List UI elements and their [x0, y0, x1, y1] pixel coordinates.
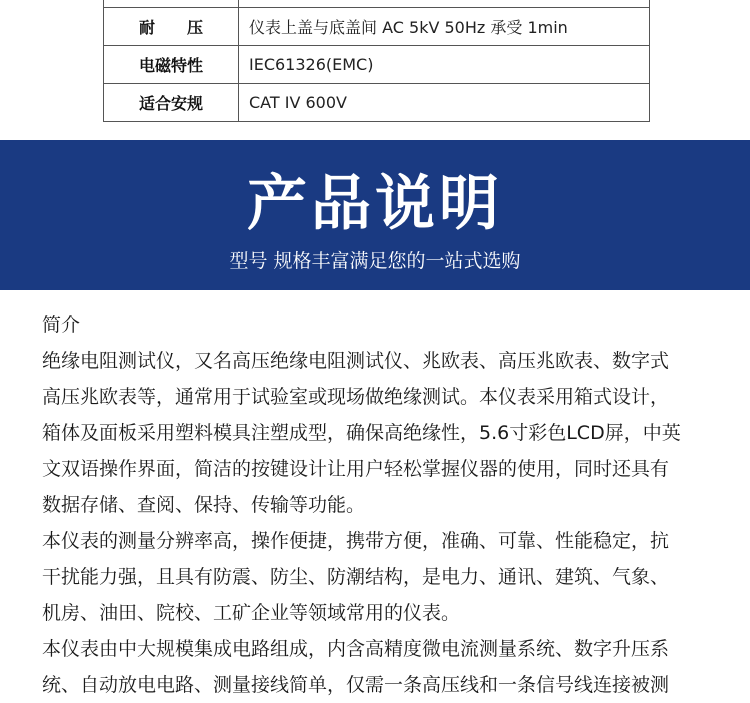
intro-line: 绝缘电阻测试仪，又名高压绝缘电阻测试仪、兆欧表、高压兆欧表、数字式 [42, 350, 670, 372]
intro-line: 干扰能力强，且具有防震、防尘、防潮结构，是电力、通讯、建筑、气象、 [42, 566, 670, 588]
spec-key: 耐 压 [104, 8, 239, 46]
banner-title: 产品说明 [247, 169, 503, 239]
spec-value [239, 0, 650, 8]
intro-line: 高压兆欧表等，通常用于试验室或现场做绝缘测试。本仪表采用箱式设计， [42, 386, 670, 408]
intro-section [42, 307, 732, 703]
intro-line: 本仪表的测量分辨率高，操作便捷，携带方便，准确、可靠、性能稳定，抗 [42, 530, 670, 552]
intro-line: 机房、油田、院校、工矿企业等领域常用的仪表。 [42, 602, 461, 624]
intro-heading: 简介 [42, 314, 81, 336]
spec-table [103, 0, 650, 122]
spec-key [104, 0, 239, 8]
spec-value: CAT IV 600V [239, 84, 650, 122]
intro-line: 本仪表由中大规模集成电路组成，内含高精度微电流测量系统、数字升压系 [42, 638, 670, 660]
intro-line: 箱体及面板采用塑料模具注塑成型，确保高绝缘性，5.6寸彩色LCD屏，中英 [42, 422, 681, 444]
spec-value: IEC61326(EMC) [239, 46, 650, 84]
spec-key: 电磁特性 [104, 46, 239, 84]
banner-subtitle: 型号 规格丰富满足您的一站式选购 [229, 250, 521, 272]
intro-line: 文双语操作界面，简洁的按键设计让用户轻松掌握仪器的使用，同时还具有 [42, 458, 670, 480]
product-banner [0, 140, 750, 290]
intro-line: 数据存储、查阅、保持、传输等功能。 [42, 494, 366, 516]
spec-value: 仪表上盖与底盖间 AC 5kV 50Hz 承受 1min [239, 8, 650, 46]
spec-row-withstand-voltage [104, 8, 650, 46]
spec-row-cut [104, 0, 650, 8]
intro-line: 统、自动放电电路、测量接线简单，仅需一条高压线和一条信号线连接被测 [42, 674, 670, 696]
spec-row-emc [104, 46, 650, 84]
spec-row-safety [104, 84, 650, 122]
spec-key: 适合安规 [104, 84, 239, 122]
